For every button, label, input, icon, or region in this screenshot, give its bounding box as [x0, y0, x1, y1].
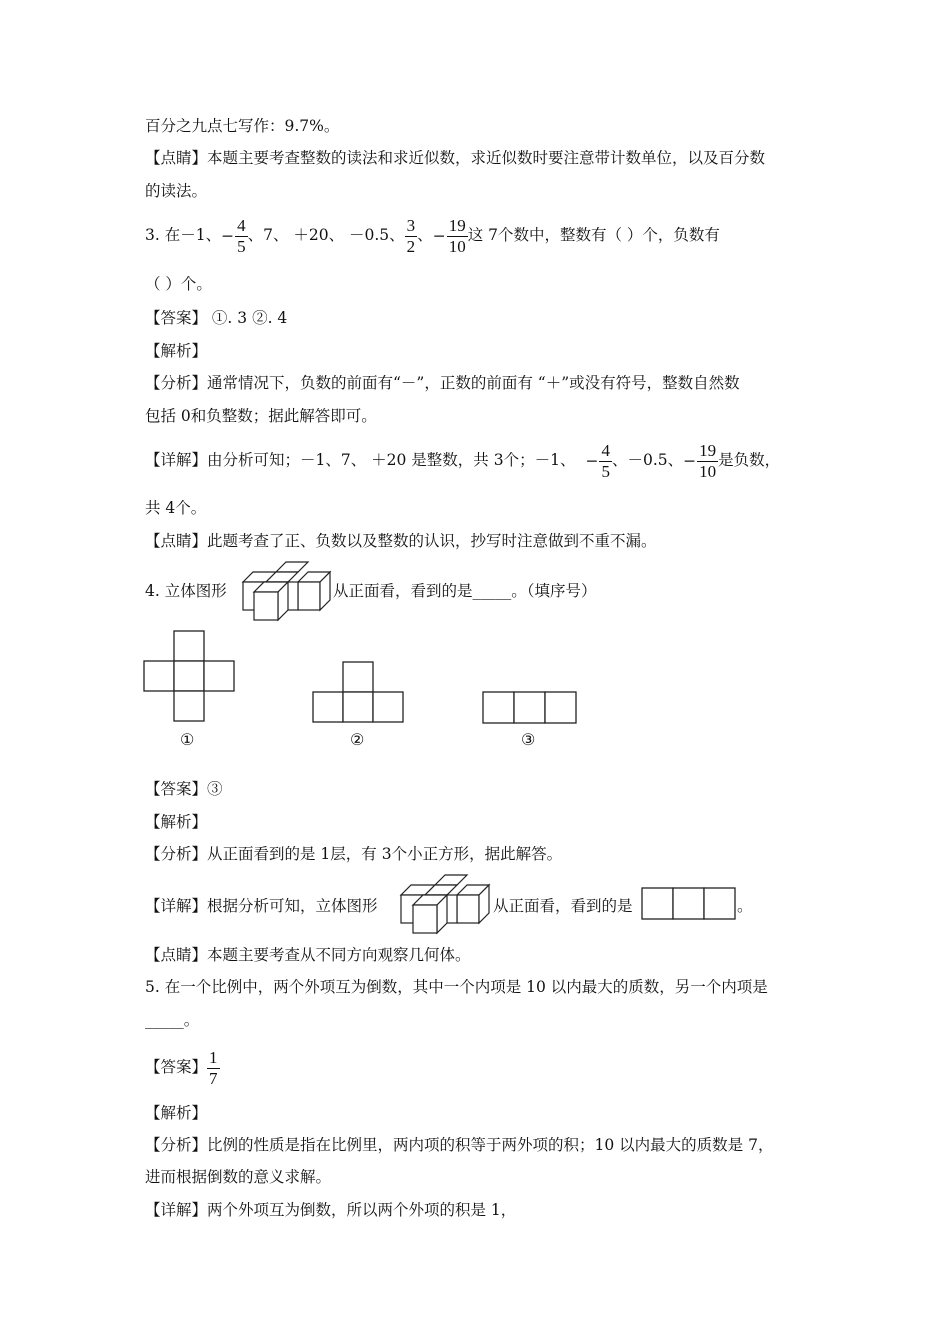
option-label: ② — [350, 730, 365, 749]
fraction-denominator: 10 — [699, 461, 717, 481]
comment-line: 【点睛】本题主要考查从不同方向观察几何体。 — [145, 946, 471, 964]
solid-figure-icon — [236, 560, 331, 620]
question-3-stem — [145, 212, 720, 259]
q5-answer — [145, 1044, 220, 1090]
answer-figure — [641, 887, 737, 920]
q3-suffix: 这 7个数中，整数有（ ）个，负数有 — [467, 226, 720, 244]
option-2-figure — [312, 661, 405, 723]
minus-sign: − — [432, 227, 446, 245]
option-label: ① — [180, 730, 195, 749]
text-line: 【分析】通常情况下，负数的前面有“－”，正数的前面有 “＋”或没有符号，整数自然数 — [145, 374, 740, 392]
fraction-19-10 — [447, 216, 468, 257]
q3-detail-suffix: 是负数， — [718, 451, 781, 469]
fraction-4-5 — [235, 216, 248, 257]
text-line: 【详解】两个外项互为倒数，所以两个外项的积是 1， — [145, 1201, 517, 1219]
question-5-stem: 5. 在一个比例中，两个外项互为倒数，其中一个内项是 10 以内最大的质数，另一个内项是 — [145, 978, 768, 996]
q4-stem-suffix: 从正面看，看到的是_____。（填序号） — [333, 582, 597, 600]
fraction-denominator: 2 — [406, 236, 416, 256]
text-line: 【分析】比例的性质是指在比例里，两内项的积等于两外项的积；10 以内最大的质数是 7， — [145, 1136, 774, 1154]
analysis-heading: 【解析】 — [145, 813, 208, 831]
analysis-heading: 【解析】 — [145, 1104, 208, 1122]
option-3-figure — [482, 691, 577, 724]
fraction-4-5 — [599, 441, 612, 482]
q4-detail-prefix: 【详解】根据分析可知，立体图形 — [145, 897, 378, 915]
text-line: 包括 0和负整数；据此解答即可。 — [145, 407, 377, 425]
text-line: 的读法。 — [145, 182, 208, 200]
text-line: _____。 — [145, 1011, 200, 1029]
fraction-3-2 — [405, 216, 418, 257]
fraction-denominator: 5 — [601, 461, 610, 481]
answer-line: 【答案】 ①. 3 ②. 4 — [145, 309, 288, 327]
q4-detail-mid: 从正面看，看到的是 — [493, 897, 633, 915]
q3-mid-2: 、 — [417, 226, 433, 244]
fraction-numerator: 4 — [601, 440, 610, 460]
text-line: 共 4个。 — [145, 499, 207, 517]
q4-stem-prefix: 4. 立体图形 — [145, 582, 227, 600]
fraction-denominator: 5 — [237, 236, 246, 256]
analysis-heading: 【解析】 — [145, 342, 208, 360]
minus-sign: − — [585, 452, 599, 470]
fraction-numerator: 3 — [406, 215, 416, 235]
fraction-numerator: 4 — [237, 215, 246, 235]
fraction-numerator: 1 — [209, 1047, 218, 1067]
text-line: 进而根据倒数的意义求解。 — [145, 1168, 332, 1186]
answer-line: 【答案】③ — [145, 780, 223, 798]
text-line: 【点睛】本题主要考查整数的读法和求近似数，求近似数时要注意带计数单位，以及百分数 — [145, 149, 766, 167]
minus-sign: − — [221, 227, 235, 245]
fraction-denominator: 10 — [448, 236, 466, 256]
fraction-denominator: 7 — [209, 1068, 218, 1088]
q3-detail-prefix: 【详解】由分析可知；－1、7、 ＋20 是整数，共 3个；－1、 — [145, 451, 576, 469]
minus-sign: − — [683, 452, 697, 470]
q4-detail-suffix: 。 — [737, 897, 753, 915]
q3-detail — [145, 437, 780, 484]
text-line: 百分之九点七写作：9.7%。 — [145, 117, 340, 135]
fraction-1-7 — [207, 1048, 220, 1089]
solid-figure-icon — [394, 873, 491, 933]
q3-prefix: 3. 在－1、 — [145, 226, 222, 244]
option-label: ③ — [521, 730, 536, 749]
text-line: （ ）个。 — [145, 275, 212, 293]
answer-label: 【答案】 — [145, 1058, 208, 1076]
fraction-numerator: 19 — [448, 215, 466, 235]
q3-mid-1: 、7、 ＋20、 －0.5、 — [247, 226, 405, 244]
fraction-19-10 — [697, 441, 718, 482]
text-line: 【分析】从正面看到的是 1层，有 3个小正方形，据此解答。 — [145, 845, 563, 863]
fraction-numerator: 19 — [699, 440, 717, 460]
q3-detail-mid: 、－0.5、 — [611, 451, 684, 469]
option-1-figure — [143, 630, 236, 723]
comment-line: 【点睛】此题考查了正、负数以及整数的认识，抄写时注意做到不重不漏。 — [145, 532, 657, 550]
